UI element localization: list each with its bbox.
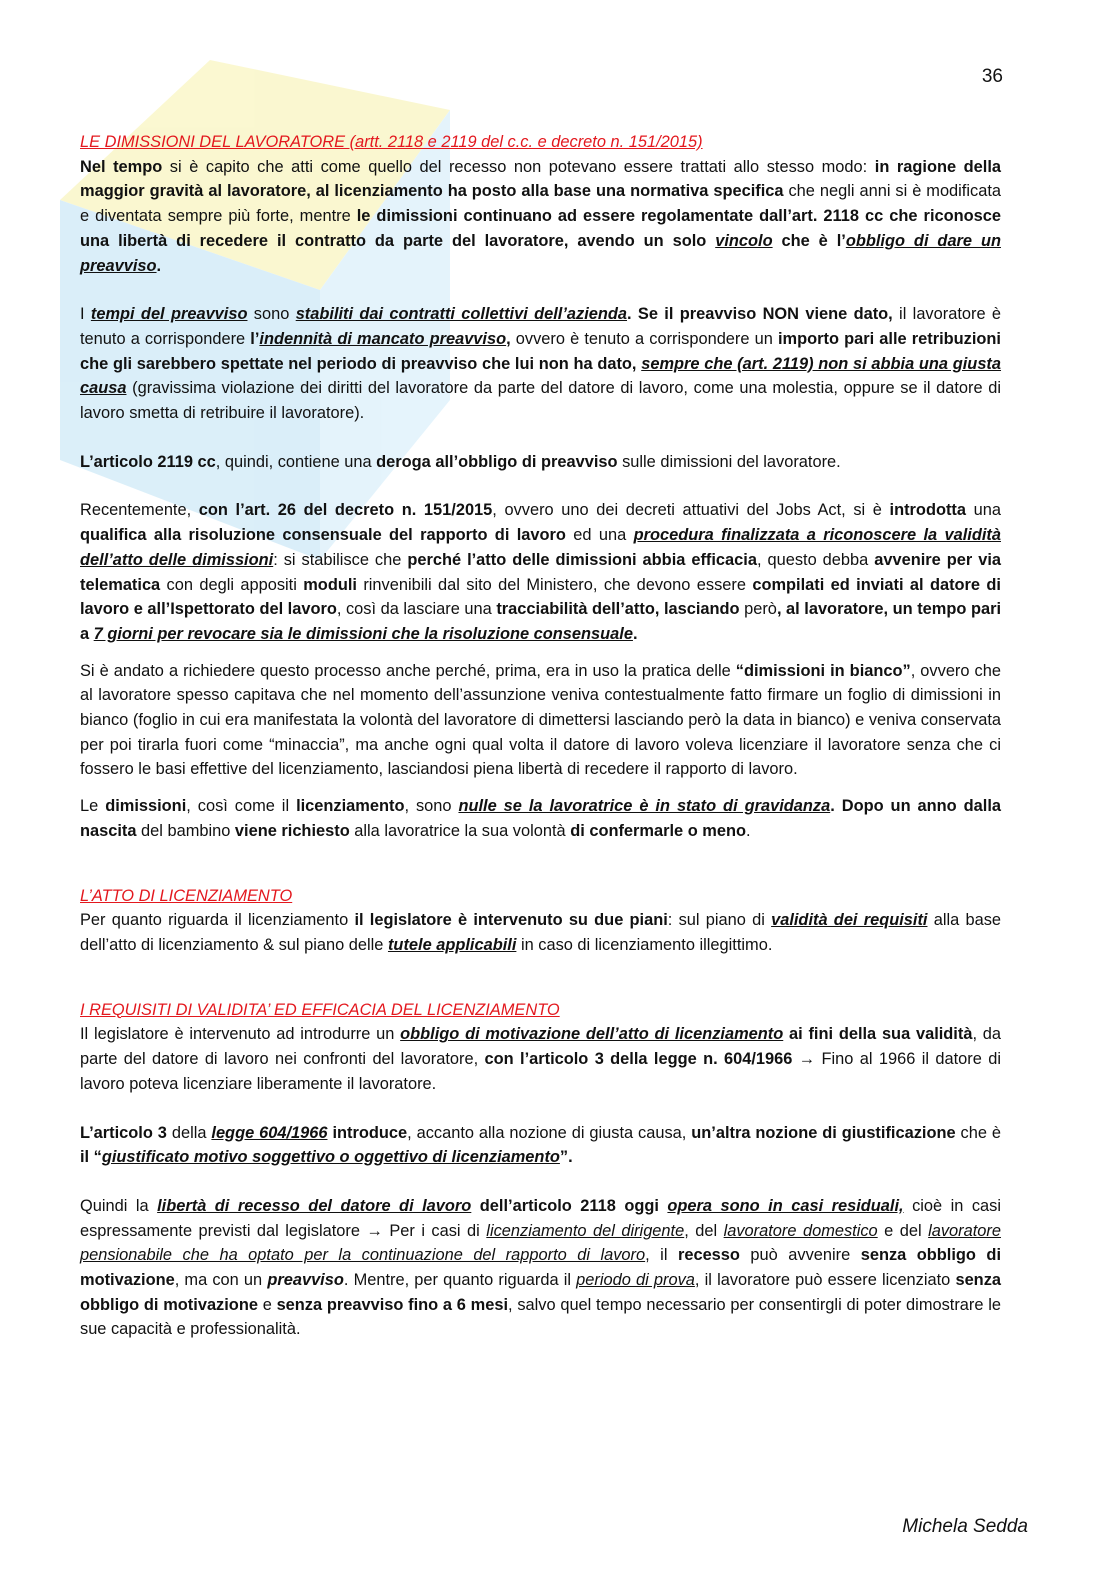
document-body <box>80 130 1001 1342</box>
paragraph: Nel tempo si è capito che atti come quello del recesso non potevano essere trattati allo stesso modo: in ragione della maggior gravità al lavoratore, al licenziamento ha posto alla base una normativa specifica che negli anni si è modificata e diventata sempre più forte, mentre le dimissioni continuano ad essere regolamentate dall’art. 2118 cc che riconosce una libertà di recedere il contratto da parte del lavoratore, avendo un solo vincolo che è l’obbligo di dare un preavviso. <box>80 157 1001 275</box>
paragraph: L’articolo 3 della legge 604/1966 introduce, accanto alla nozione di giusta causa, un’altra nozione di giustificazione che è il “giustificato motivo soggettivo o oggettivo di licenziamento”. <box>80 1123 1001 1167</box>
paragraph: Per quanto riguarda il licenziamento il legislatore è intervenuto su due piani: sul piano di validità dei requisiti alla base dell’atto di licenziamento & sul piano delle tutele applicabili in caso di licenziamento illegittimo. <box>80 911 1002 954</box>
paragraph: I tempi del preavviso sono stabiliti dai contratti collettivi dell’azienda. Se il preavviso NON viene dato, il lavoratore è tenuto a corrispondere l’indennità di mancato preavviso, ovvero è tenuto a corrispondere un importo pari alle retribuzioni che gli sarebbero spettate nel periodo di preavviso che lui non ha dato, sempre che (art. 2119) non si abbia una giusta causa (gravissima violazione dei diritti del lavoratore da parte del datore di lavoro, come una molestia, oppure se il datore di lavoro smetta di retribuire il lavoratore). <box>80 305 1002 423</box>
author-signature: Michela Sedda <box>902 1516 1028 1537</box>
paragraph: Quindi la libertà di recesso del datore di lavoro dell’articolo 2118 oggi opera sono in casi residuali, cioè in casi espressamente previsti dal legislatore → Per i casi di licenziamento del dirigente, del lavoratore domestico e del lavoratore pensionabile che ha optato per la continuazione del rapporto di lavoro, il recesso può avvenire senza obbligo di motivazione, ma con un preavviso. Mentre, per quanto riguarda il periodo di prova, il lavoratore può essere licenziato senza obbligo di motivazione e senza preavviso fino a 6 mesi, salvo quel tempo necessario per consentirgli di poter dimostrare le sue capacità e professionalità. <box>80 1196 1002 1339</box>
paragraph: Il legislatore è intervenuto ad introdurre un obbligo di motivazione dell’atto di licenziamento ai fini della sua validità, da parte del datore di lavoro nei confronti del lavoratore, con l’articolo 3 della legge n. 604/1966 → Fino al 1966 il datore di lavoro poteva licenziare liberamente il lavoratore. <box>80 1025 1002 1093</box>
section-title-dimissioni: LE DIMISSIONI DEL LAVORATORE (artt. 2118 e 2119 del c.c. e decreto n. 151/2015) <box>80 133 703 151</box>
section-title-atto-licenziamento: L’ATTO DI LICENZIAMENTO <box>80 886 293 905</box>
paragraph: Si è andato a richiedere questo processo anche perché, prima, era in uso la pratica delle “dimissioni in bianco”, ovvero che al lavoratore spesso capitava che nel momento dell’assunzione veniva contestualmente fatto firmare un foglio di dimissioni in bianco (foglio in cui era manifestata la volontà del lavoratore di dimettersi lasciando però la data in bianco) e veniva conservata per poi tirarla fuori come “minaccia”, ma anche ogni qual volta il datore di lavoro voleva licenziare il lavoratore senza che ci fossero le basi effettive del licenziamento, lasciandosi piena libertà di recedere il rapporto di lavoro. <box>80 661 1001 779</box>
paragraph: L’articolo 2119 cc, quindi, contiene una deroga all’obbligo di preavviso sulle dimissioni del lavoratore. <box>80 452 841 471</box>
section-title-requisiti: I REQUISITI DI VALIDITA’ ED EFFICACIA DEL LICENZIAMENTO <box>80 1000 560 1019</box>
paragraph: Recentemente, con l’art. 26 del decreto n. 151/2015, ovvero uno dei decreti attuativi del Jobs Act, si è introdotta una qualifica alla risoluzione consensuale del rapporto di lavoro ed una procedura finalizzata a riconoscere la validità dell’atto delle dimissioni: si stabilisce che perché l’atto delle dimissioni abbia efficacia, questo debba avvenire per via telematica con degli appositi moduli rinvenibili dal sito del Ministero, che devono essere compilati ed inviati al datore di lavoro e all’Ispettorato del lavoro, così da lasciare una tracciabilità dell’atto, lasciando però, al lavoratore, un tempo pari a 7 giorni per revocare sia le dimissioni che la risoluzione consensuale. <box>80 501 1002 643</box>
page-number: 36 <box>981 66 1003 87</box>
paragraph: Le dimissioni, così come il licenziamento, sono nulle se la lavoratrice è in stato di gravidanza. Dopo un anno dalla nascita del bambino viene richiesto alla lavoratrice la sua volontà di confermarle o meno. <box>80 797 1001 840</box>
